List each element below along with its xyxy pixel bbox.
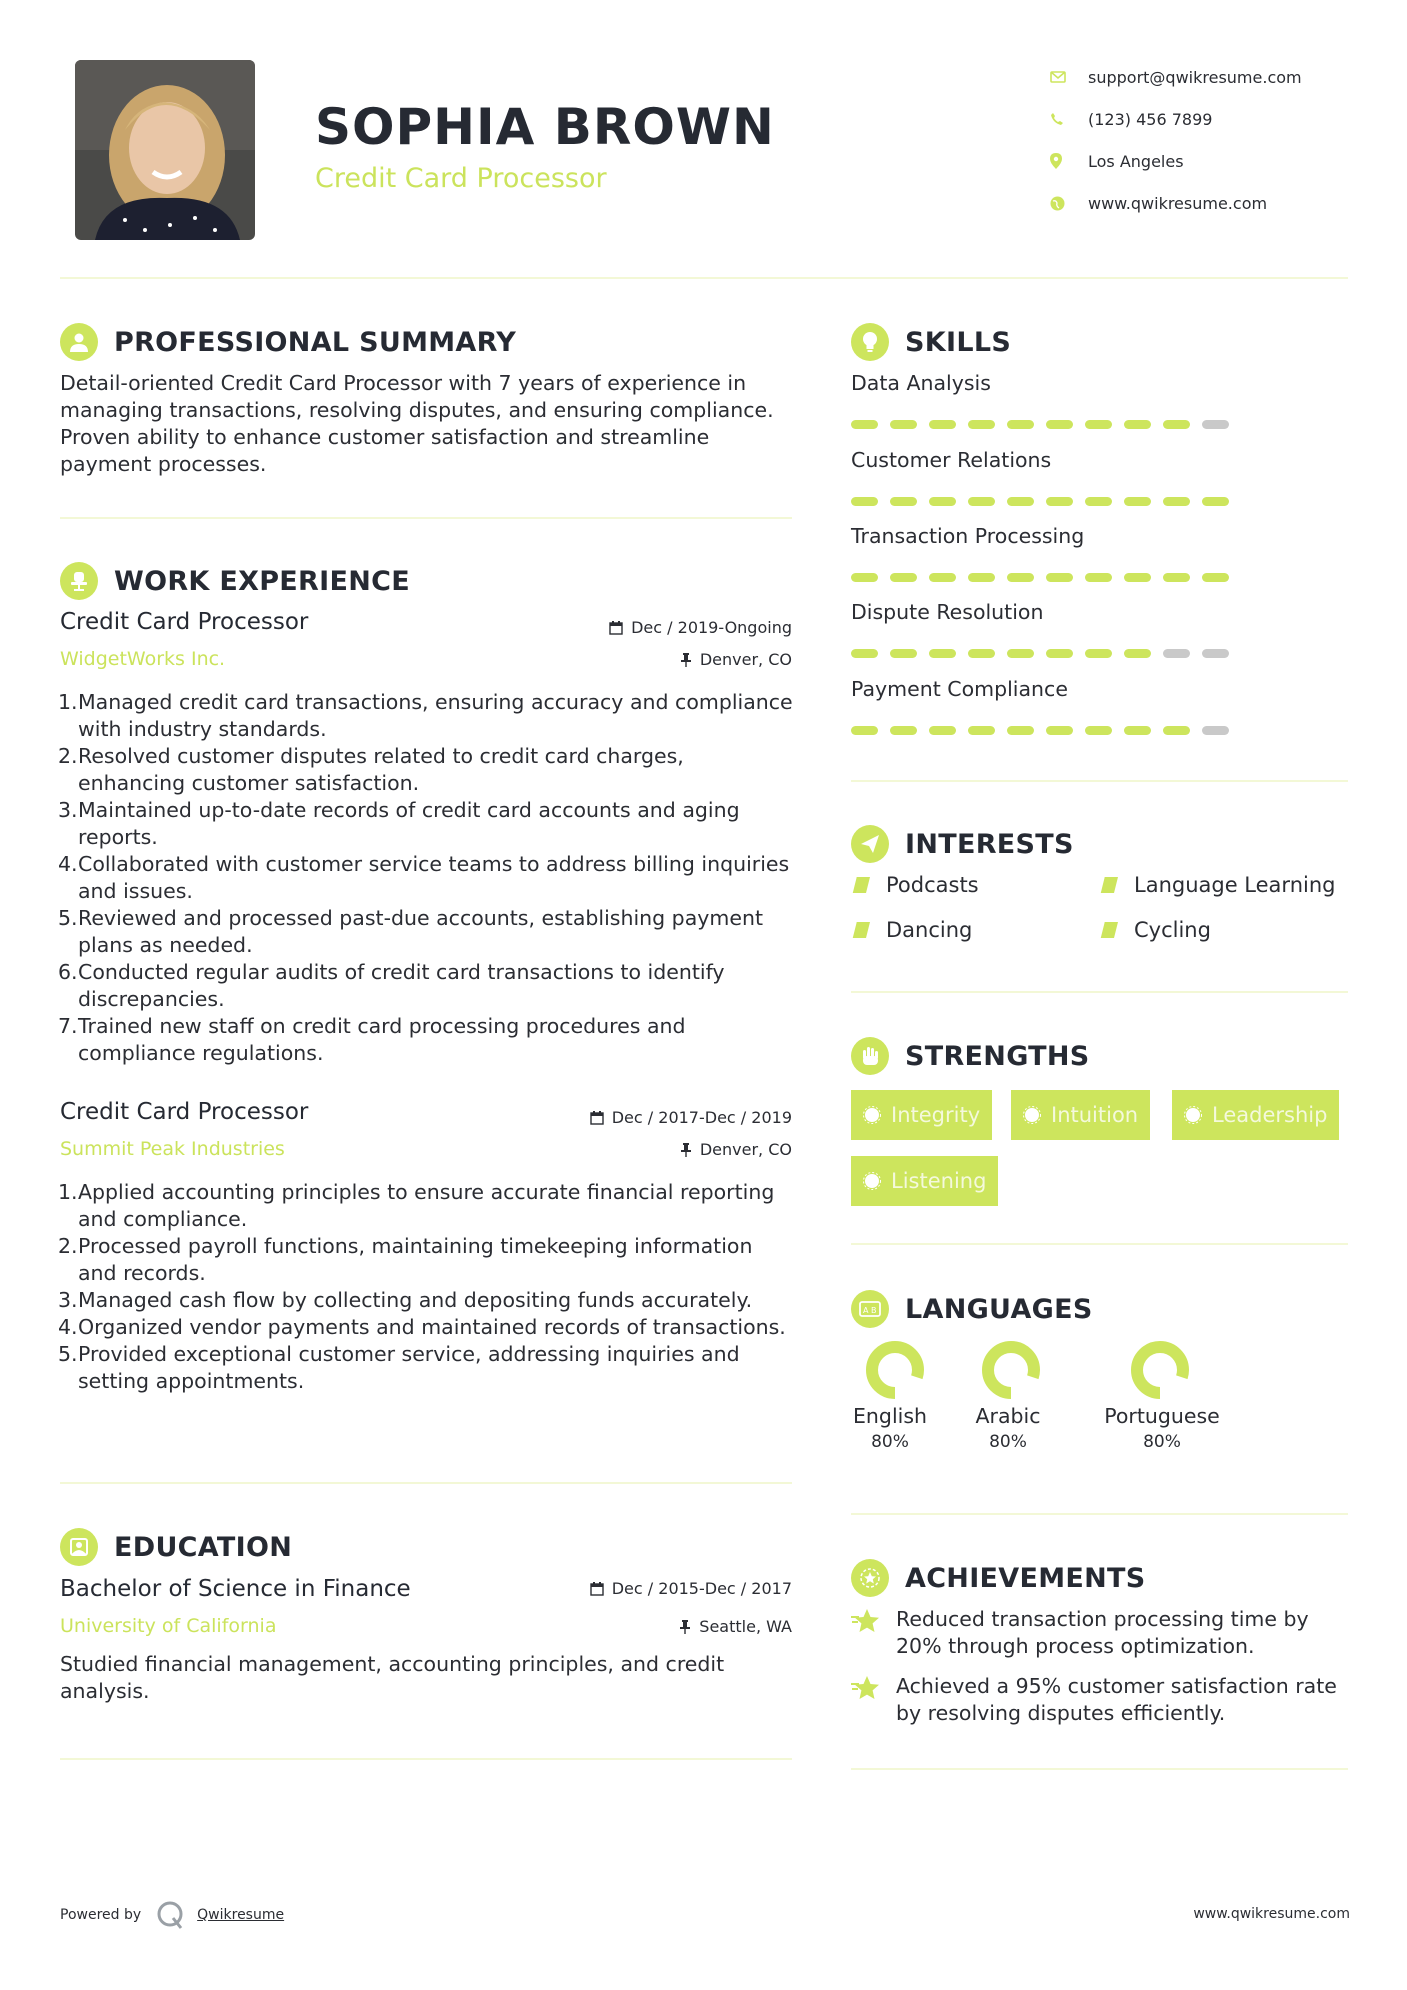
- skill-dash: [1124, 649, 1151, 658]
- contact-phone[interactable]: [1050, 98, 1370, 140]
- language-progress-ring: [865, 1340, 925, 1400]
- contact-location-text: Los Angeles: [1088, 151, 1184, 171]
- achievement-item: Achieved a 95% customer satisfaction rate by resolving disputes efficiently.: [851, 1673, 1348, 1727]
- strength-tag: Listening: [851, 1156, 998, 1206]
- list-item: 5. Reviewed and processed past-due accounts, establishing payment plans as needed.: [58, 906, 763, 957]
- footer-site-link[interactable]: www.qwikresume.com: [1193, 1906, 1350, 1922]
- skill-dash: [1124, 497, 1151, 506]
- skill-dash: [968, 726, 995, 735]
- contact-email[interactable]: [1050, 56, 1370, 98]
- mail-icon: [1050, 71, 1088, 83]
- skill-dash: [851, 649, 878, 658]
- header-divider: [60, 277, 1348, 279]
- languages-divider: [851, 1513, 1348, 1515]
- contact-location: [1050, 140, 1370, 182]
- skill-name: Payment Compliance: [851, 677, 1068, 701]
- skill-dash: [1124, 573, 1151, 582]
- skill-dash: [968, 573, 995, 582]
- skill-dash: [1163, 420, 1190, 429]
- interests-divider: [851, 991, 1348, 993]
- skill-dash: [929, 726, 956, 735]
- skill-dash: [1202, 726, 1229, 735]
- strength-tag: Integrity: [851, 1090, 992, 1140]
- contact-email-text: support@qwikresume.com: [1088, 67, 1302, 87]
- skill-rating: [851, 420, 1241, 429]
- strengths-heading: [851, 1037, 1090, 1075]
- list-item: 5. Provided exceptional customer service, addressing inquiries and setting appointments.: [58, 1342, 740, 1393]
- skill-dash: [968, 649, 995, 658]
- achievements-divider: [851, 1768, 1348, 1770]
- job-1-location-text: Denver, CO: [699, 650, 792, 669]
- skill-dash: [1163, 573, 1190, 582]
- svg-text:A: A: [863, 1306, 869, 1315]
- language-percent: 80%: [871, 1432, 909, 1452]
- badge-icon: [863, 1172, 881, 1190]
- skill-dash: [1046, 726, 1073, 735]
- job-2-duties: [60, 1179, 795, 1395]
- star-icon: [851, 1673, 896, 1727]
- pushpin-icon: [679, 1620, 691, 1634]
- language-percent: 80%: [1143, 1432, 1181, 1452]
- education-title: EDUCATION: [114, 1531, 293, 1563]
- skill-rating: [851, 573, 1241, 582]
- contact-phone-text: (123) 456 7899: [1088, 109, 1213, 129]
- education-location: [679, 1617, 792, 1636]
- skill-dash: [1007, 649, 1034, 658]
- skill-dash: [1007, 420, 1034, 429]
- skill-dash: [1085, 573, 1112, 582]
- interest-item: Language Learning: [1099, 873, 1335, 897]
- education-header: [60, 1575, 792, 1645]
- education-date-text: Dec / 2015-Dec / 2017: [611, 1579, 792, 1598]
- skill-dash: [851, 497, 878, 506]
- list-item: 2. Processed payroll functions, maintaining timekeeping information and records.: [58, 1234, 753, 1285]
- svg-text:B: B: [871, 1306, 877, 1315]
- skill-dash: [929, 573, 956, 582]
- education-divider: [60, 1758, 792, 1760]
- skill-dash: [1007, 726, 1034, 735]
- skill-dash: [1163, 649, 1190, 658]
- work-title: WORK EXPERIENCE: [114, 565, 410, 597]
- education-degree: Bachelor of Science in Finance: [60, 1576, 411, 1602]
- language-name: Portuguese: [1104, 1404, 1220, 1428]
- job-2-date-text: Dec / 2017-Dec / 2019: [611, 1108, 792, 1127]
- skill-dash: [1046, 497, 1073, 506]
- achievements-title: ACHIEVEMENTS: [905, 1562, 1146, 1594]
- job-2-location: [680, 1140, 792, 1159]
- skills-title: SKILLS: [905, 326, 1012, 358]
- language-progress-ring: [981, 1340, 1041, 1400]
- work-divider: [60, 1482, 792, 1484]
- skills-heading: [851, 323, 1011, 361]
- interest-item: Cycling: [1099, 918, 1211, 942]
- candidate-name: SOPHIA BROWN: [315, 98, 775, 156]
- profile-photo: [75, 60, 255, 240]
- badge-icon: [1184, 1106, 1202, 1124]
- job-2-title: Credit Card Processor: [60, 1099, 309, 1125]
- skill-rating: [851, 497, 1241, 506]
- skill-name: Dispute Resolution: [851, 600, 1044, 624]
- summary-heading: [60, 323, 516, 361]
- job-2-location-text: Denver, CO: [699, 1140, 792, 1159]
- education-date: [590, 1579, 792, 1598]
- skill-name: Data Analysis: [851, 371, 991, 395]
- footer-powered-by: [60, 1900, 284, 1930]
- skill-dash: [968, 497, 995, 506]
- list-item: 1. Applied accounting principles to ensure accurate financial reporting and compliance.: [58, 1180, 775, 1231]
- list-item: 4. Collaborated with customer service teams to address billing inquiries and issues.: [58, 852, 790, 903]
- language-item: [972, 1340, 1044, 1452]
- skill-dash: [1085, 420, 1112, 429]
- job-1-duties: [60, 689, 795, 1067]
- skill-dash: [851, 726, 878, 735]
- skill-dash: [1124, 726, 1151, 735]
- job-2-company: Summit Peak Industries: [60, 1138, 285, 1160]
- language-progress-ring: [1130, 1340, 1190, 1400]
- book-icon: [851, 921, 871, 939]
- summary-title: PROFESSIONAL SUMMARY: [114, 326, 517, 358]
- summary-text: Detail-oriented Credit Card Processor with 7 years of experience in managing transactions, resolving disputes, and ensuring compliance. Proven ability to enhance customer satisfaction and streamline payment processes.: [60, 371, 774, 476]
- powered-by-label: Powered by: [60, 1907, 142, 1923]
- skill-dash: [1085, 649, 1112, 658]
- calendar-icon: [590, 1582, 604, 1596]
- skill-dash: [929, 649, 956, 658]
- translate-icon: [851, 1290, 889, 1328]
- contact-list: [1050, 56, 1370, 224]
- skill-dash: [890, 497, 917, 506]
- job-2-header: [60, 1098, 792, 1168]
- phone-icon: [1050, 112, 1088, 126]
- interest-item: Podcasts: [851, 873, 979, 897]
- list-item: 3. Managed cash flow by collecting and depositing funds accurately.: [58, 1288, 753, 1312]
- list-item: 7. Trained new staff on credit card processing procedures and compliance regulations.: [58, 1014, 686, 1065]
- language-percent: 80%: [989, 1432, 1027, 1452]
- hand-icon: [851, 1037, 889, 1075]
- skill-dash: [851, 420, 878, 429]
- calendar-icon: [609, 621, 623, 635]
- pushpin-icon: [680, 653, 692, 667]
- candidate-role: Credit Card Processor: [315, 163, 607, 194]
- job-1-header: [60, 608, 792, 678]
- list-item: 6. Conducted regular audits of credit card transactions to identify discrepancies.: [58, 960, 725, 1011]
- skill-dash: [890, 573, 917, 582]
- skill-dash: [1163, 497, 1190, 506]
- achievements-heading: [851, 1559, 1146, 1597]
- skill-dash: [851, 573, 878, 582]
- skill-dash: [968, 420, 995, 429]
- skill-rating: [851, 649, 1241, 658]
- strength-tag: Leadership: [1172, 1090, 1339, 1140]
- user-icon: [60, 323, 98, 361]
- lightbulb-icon: [851, 323, 889, 361]
- education-location-text: Seattle, WA: [699, 1617, 792, 1636]
- skill-name: Customer Relations: [851, 448, 1052, 472]
- job-1-title: Credit Card Processor: [60, 609, 309, 635]
- skill-dash: [1085, 726, 1112, 735]
- job-1-location: [680, 650, 792, 669]
- book-icon: [851, 876, 871, 894]
- badge-icon: [1023, 1106, 1041, 1124]
- skill-dash: [1046, 649, 1073, 658]
- achievement-item: Reduced transaction processing time by 20% through process optimization.: [851, 1606, 1348, 1660]
- language-name: Arabic: [975, 1404, 1041, 1428]
- briefcase-chair-icon: [60, 562, 98, 600]
- skill-dash: [1202, 420, 1229, 429]
- globe-icon: [1050, 196, 1088, 211]
- languages-title: LANGUAGES: [905, 1293, 1093, 1325]
- skill-name: Transaction Processing: [851, 524, 1085, 548]
- skill-dash: [1124, 420, 1151, 429]
- job-1-date: [609, 618, 792, 637]
- skill-dash: [890, 649, 917, 658]
- paper-plane-icon: [851, 825, 889, 863]
- skill-dash: [929, 420, 956, 429]
- location-pin-icon: [1050, 153, 1088, 169]
- skill-rating: [851, 726, 1241, 735]
- list-item: 4. Organized vendor payments and maintained records of transactions.: [58, 1315, 786, 1339]
- qwikresume-link[interactable]: Qwikresume: [197, 1907, 285, 1923]
- skill-dash: [1163, 726, 1190, 735]
- job-1-company: WidgetWorks Inc.: [60, 648, 226, 670]
- education-heading: [60, 1528, 292, 1566]
- pushpin-icon: [680, 1143, 692, 1157]
- list-item: 2. Resolved customer disputes related to credit card charges, enhancing customer satisfaction.: [58, 744, 684, 795]
- skill-dash: [929, 497, 956, 506]
- skill-dash: [1046, 573, 1073, 582]
- strengths-title: STRENGTHS: [905, 1040, 1090, 1072]
- book-icon: [1099, 921, 1119, 939]
- skill-dash: [1202, 573, 1229, 582]
- skill-dash: [1085, 497, 1112, 506]
- language-item: [1097, 1340, 1227, 1452]
- book-icon: [1099, 876, 1119, 894]
- skill-dash: [1046, 420, 1073, 429]
- job-1-date-text: Dec / 2019-Ongoing: [631, 618, 792, 637]
- star-badge-icon: [851, 1559, 889, 1597]
- language-item: [851, 1340, 929, 1452]
- languages-heading: [851, 1290, 1093, 1328]
- skill-dash: [1202, 497, 1229, 506]
- education-school: University of California: [60, 1615, 277, 1637]
- interests-heading: [851, 825, 1074, 863]
- skill-dash: [1007, 573, 1034, 582]
- list-item: 3. Maintained up-to-date records of credit card accounts and aging reports.: [58, 798, 740, 849]
- skill-dash: [1007, 497, 1034, 506]
- work-heading: [60, 562, 410, 600]
- star-icon: [851, 1606, 896, 1660]
- skill-dash: [890, 726, 917, 735]
- skill-dash: [890, 420, 917, 429]
- education-text: Studied financial management, accounting principles, and credit analysis.: [60, 1652, 725, 1703]
- job-2-date: [590, 1108, 792, 1127]
- interests-title: INTERESTS: [905, 828, 1074, 860]
- qwikresume-logo-icon: [155, 1900, 185, 1930]
- summary-divider: [60, 517, 792, 519]
- calendar-icon: [590, 1111, 604, 1125]
- graduation-icon: [60, 1528, 98, 1566]
- skills-divider: [851, 780, 1348, 782]
- strength-tag: Intuition: [1011, 1090, 1150, 1140]
- skill-dash: [1202, 649, 1229, 658]
- interest-item: Dancing: [851, 918, 972, 942]
- contact-website-text: www.qwikresume.com: [1088, 193, 1268, 213]
- badge-icon: [863, 1106, 881, 1124]
- contact-website[interactable]: [1050, 182, 1370, 224]
- language-name: English: [852, 1404, 928, 1428]
- strengths-divider: [851, 1243, 1348, 1245]
- list-item: 1. Managed credit card transactions, ensuring accuracy and compliance with industry standards.: [58, 690, 793, 741]
